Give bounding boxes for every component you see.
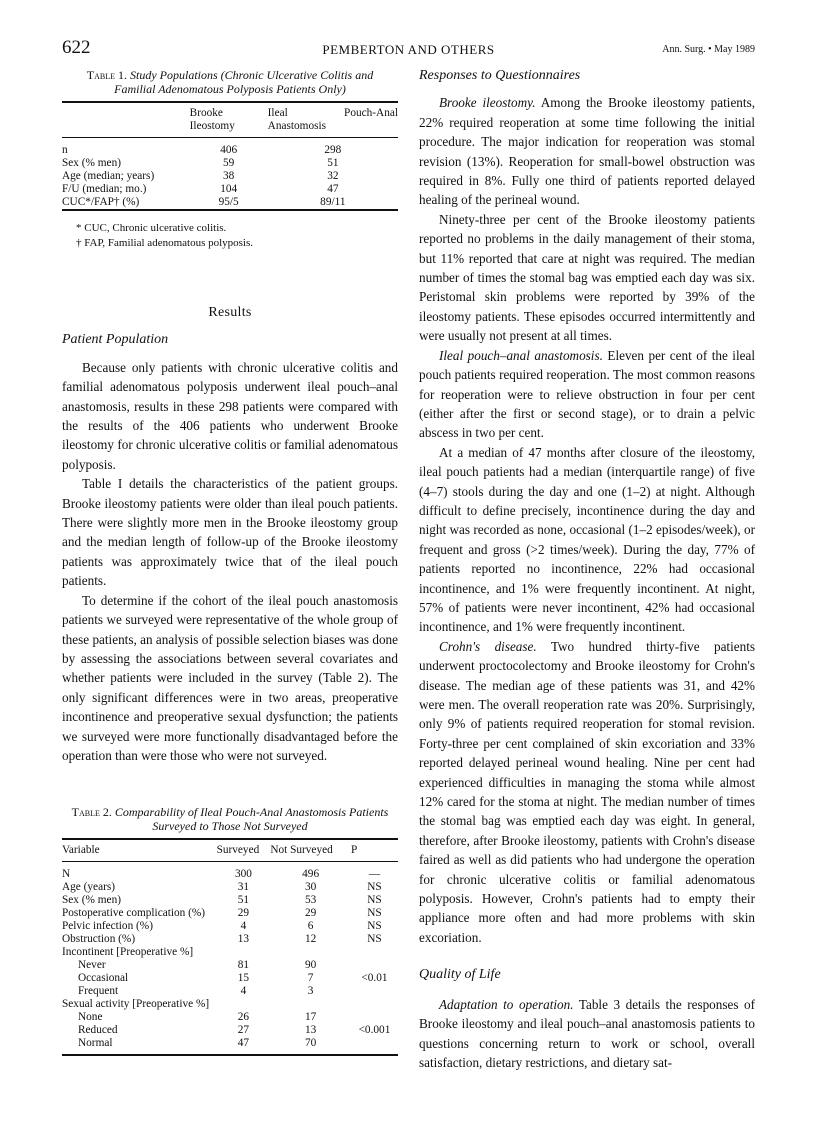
paragraph-text: Table 3 details the responses of Brooke ileostomy and ileal pouch–anal anastomosis patients to questions concerning return to work or school, overall satisfaction, dietary restrictions, and dietary sat- [419, 996, 756, 1070]
paragraph-text: Ninety-three per cent of the Brooke ileostomy patients reported no problems in the daily management of their stoma, but 11% reported that care at night was required. The median number of times the stomal bag was emptied each day was six. Peristomal skin problems were reported by 39% of the ileostomy patients. These episodes occurred intermittently and were usually not present at all times. [419, 211, 755, 344]
column-header: Surveyed [217, 839, 271, 862]
paragraph-lead: Ileal pouch–anal anastomosis. [439, 347, 603, 363]
paragraph [419, 637, 755, 948]
table-cell: 104 [220, 183, 238, 195]
table-cell [351, 959, 398, 972]
table-cell: 51 [327, 157, 339, 169]
table-cell [270, 998, 351, 1011]
table-cell: F/U (median; mo.) [62, 183, 147, 195]
table-cell: <0.001 [358, 1024, 391, 1037]
paragraph-text: Eleven per cent of the ileal pouch patients required reoperation. The most common reasons for reoperation were to relieve obstruction in four per cent (either after the first or second stage), or to drain a pelvic abscess in two per cent. [419, 347, 755, 441]
table-row [62, 998, 398, 1011]
table-row [62, 1024, 398, 1037]
column-header: Not Surveyed [270, 839, 351, 862]
paragraph: Because only patients with chronic ulcerative colitis and familial adenomatous polyposis underwent ileal pouch–anal anastomosis, results in these 298 patients were compared with the results of the 406 patients who underwent Brooke ileostomy for chronic ulcerative colitis or familial adenomatous polyposis. [62, 359, 398, 472]
table1 [62, 101, 398, 211]
table-cell: NS [367, 894, 382, 907]
table-row [62, 1011, 398, 1024]
table-cell [217, 946, 271, 959]
paragraph [419, 93, 755, 209]
table2-label: Table 2. [71, 805, 112, 820]
table-cell: 38 [223, 170, 235, 182]
table-cell: CUC*/FAP† (%) [62, 196, 140, 208]
table-cell: Normal [78, 1037, 113, 1050]
column-header [62, 102, 190, 138]
paragraph: To determine if the cohort of the ileal pouch anastomosis patients we surveyed were representative of the whole group of these patients, an analysis of possible selection biases was done by assessing the associations between several covariates and whether patients were included in the survey (Table 2). The only significant differences were in two areas, preoperative incontinence and preoperative sexual dysfunction; the patients we surveyed were more functionally disadvantaged before the operation than were those who were not surveyed. [62, 592, 398, 763]
table-cell: 51 [237, 894, 250, 907]
table-cell: 47 [327, 183, 339, 195]
table-cell: Never [78, 959, 106, 972]
paragraph-lead: Brooke ileostomy. [439, 95, 536, 111]
table-cell: 4 [240, 920, 247, 933]
column-header: Ileal Pouch-Anal Anastomosis [268, 102, 398, 138]
table-cell: 81 [237, 959, 250, 972]
table-cell: Sexual activity [Preoperative %] [62, 998, 210, 1011]
table1-label: Table 1. [86, 68, 127, 82]
patient-population-heading: Patient Population [62, 332, 169, 348]
table-row [62, 1037, 398, 1055]
table2-title: Comparability of Ileal Pouch-Anal Anastomosis Patients Surveyed to Those Not Surveyed [114, 805, 389, 834]
table-cell: Frequent [78, 985, 119, 998]
table-cell: 6 [307, 920, 314, 933]
table-cell: 13 [237, 933, 250, 946]
table-cell: Age (median; years) [62, 170, 155, 182]
table-cell: 17 [304, 1011, 317, 1024]
column-header: Brooke Ileostomy [190, 102, 268, 138]
running-head: PEMBERTON AND OTHERS [322, 42, 495, 57]
table-row [62, 920, 398, 933]
table-cell: n [62, 144, 68, 156]
table-cell: 53 [304, 894, 317, 907]
table-cell [270, 946, 351, 959]
left-column [62, 68, 398, 1056]
paragraph-text: At a median of 47 months after closure of the ileostomy, ileal pouch patients had a median (interquartile range) of five (4–7) stools during the day and one (1–2) at night. Although difficult to define precisely, incontinence during the day and night was recorded as none, occasional (1–2 episodes/week), or frequent and gross (>2 times/week). During the day, 77% of patients reported no incontinence, 22% had occasional incontinence, and 1% were frequently incontinent. At night, 57% of patients were never incontinent, 42% had occasional incontinence, and 1% were frequently incontinent. [419, 444, 755, 635]
right-column [419, 66, 755, 1072]
table-cell [351, 1011, 398, 1024]
table-cell: Postoperative complication (%) [62, 907, 206, 920]
table-cell: 300 [234, 868, 252, 881]
journal-citation: Ann. Surg. • May 1989 [662, 44, 755, 55]
table1-title: Study Populations (Chronic Ulcerative Colitis and Familial Adenomatous Polyposis Patients Only) [114, 68, 374, 96]
table-cell: NS [367, 907, 382, 920]
table-cell: 3 [307, 985, 314, 998]
table-cell: 31 [237, 881, 250, 894]
table-row [62, 183, 398, 196]
table-row [62, 933, 398, 946]
table-row [62, 972, 398, 985]
table-cell: 30 [304, 881, 317, 894]
table-cell [217, 998, 271, 1011]
table-cell: 29 [304, 907, 317, 920]
table-cell: 90 [304, 959, 317, 972]
column-header: P [351, 839, 398, 862]
quality-of-life-heading: Quality of Life [419, 967, 501, 983]
footnote: † FAP, Familial adenomatous polyposis. [76, 237, 254, 249]
table-row [62, 170, 398, 183]
table-cell: 70 [304, 1037, 317, 1050]
table-cell: Pelvic infection (%) [62, 920, 153, 933]
table-cell: 13 [304, 1024, 317, 1037]
table-row [62, 985, 398, 998]
table-row [62, 157, 398, 170]
table-cell: Sex (% men) [62, 894, 121, 907]
table-row [62, 196, 398, 210]
table-cell [351, 946, 398, 959]
table-cell: 15 [237, 972, 250, 985]
table-cell [351, 1037, 398, 1055]
table-cell: 59 [223, 157, 235, 169]
results-heading: Results [208, 305, 252, 320]
paragraph [419, 443, 755, 637]
table-cell: 7 [307, 972, 314, 985]
table-cell: 27 [237, 1024, 250, 1037]
table-cell: 95/5 [218, 196, 239, 208]
paragraph-lead: Crohn's disease. [439, 638, 537, 654]
table-cell: 298 [324, 144, 342, 156]
table-cell: NS [367, 920, 382, 933]
paragraph-text: Among the Brooke ileostomy patients, 22% required reoperation at some time following the initial procedure. The major indication for reoperation was stomal revision (13%). Reoperation for small-bowel obstruction was required in 8%. Fully one third of patients reported delayed healing of the perineal wound. [419, 95, 755, 208]
table-row [62, 946, 398, 959]
table-row [62, 881, 398, 894]
table1-caption [68, 68, 392, 96]
table-cell: N [62, 868, 71, 881]
table-cell: Obstruction (%) [62, 933, 136, 946]
table-cell: <0.01 [361, 972, 388, 985]
table-cell: Age (years) [62, 881, 116, 894]
paragraph [419, 210, 755, 346]
table-row [62, 959, 398, 972]
table-cell: Reduced [78, 1024, 118, 1037]
table-cell [351, 998, 398, 1011]
page-number: 622 [62, 37, 91, 58]
table-cell [351, 985, 398, 998]
table-cell: 89/11 [320, 196, 346, 208]
table2-caption [68, 805, 392, 833]
table-cell: 47 [237, 1037, 250, 1050]
responses-heading: Responses to Questionnaires [419, 68, 581, 83]
table-cell: Sex (% men) [62, 157, 121, 169]
table-cell: Occasional [78, 972, 129, 985]
table-cell: Incontinent [Preoperative %] [62, 946, 194, 959]
table-cell: 496 [302, 868, 320, 881]
table2 [62, 838, 398, 1056]
paragraph-lead: Adaptation to operation. [439, 996, 574, 1012]
table-cell: 32 [327, 170, 339, 182]
table-cell: 4 [240, 985, 247, 998]
paragraph [419, 995, 755, 1073]
table-row [62, 862, 398, 882]
table-cell: 26 [237, 1011, 250, 1024]
table-cell: None [78, 1011, 103, 1024]
table-row [62, 138, 398, 158]
paragraph-text: Two hundred thirty-five patients underwent proctocolectomy and Brooke ileostomy for Crohn's disease. The median age of these patients was 31, and 42% were men. The overall reoperation rate was 20%. Surprisingly, only 9% of patients required reoperation for stomal revision. Forty-three per cent complained of skin excoriation and 33% reported delayed perineal wound healing. Nine per cent had experienced difficulties in managing the stoma while almost 12% cared for the stoma at night. The median number of times the stomal bag was emptied each day was eight. In general, therefore, after Brooke ileostomy, patients with Crohn's disease faired as well as did patients who had undergone the operation for chronic ulcerative colitis or familial adenomatous polyposis. However, Crohn's patients had to empty their appliance more often and had more problems with skin excoriation. [419, 638, 755, 945]
table-cell: 29 [237, 907, 250, 920]
paragraph [419, 346, 755, 443]
table-cell: NS [367, 933, 382, 946]
column-header: Variable [62, 839, 217, 862]
table-cell: 12 [304, 933, 317, 946]
table-row [62, 907, 398, 920]
paragraph: Table I details the characteristics of the patient groups. Brooke ileostomy patients were older than ileal pouch patients. There were slightly more men in the Brooke ileostomy group and the median length of follow-up of the Brooke ileostomy patients was approximately twice that of the ileal pouch patients. [62, 476, 398, 589]
table-cell: NS [367, 881, 382, 894]
table-row [62, 894, 398, 907]
table-cell: 406 [220, 144, 238, 156]
footnote: * CUC, Chronic ulcerative colitis. [76, 222, 227, 234]
table-cell: — [368, 868, 381, 881]
